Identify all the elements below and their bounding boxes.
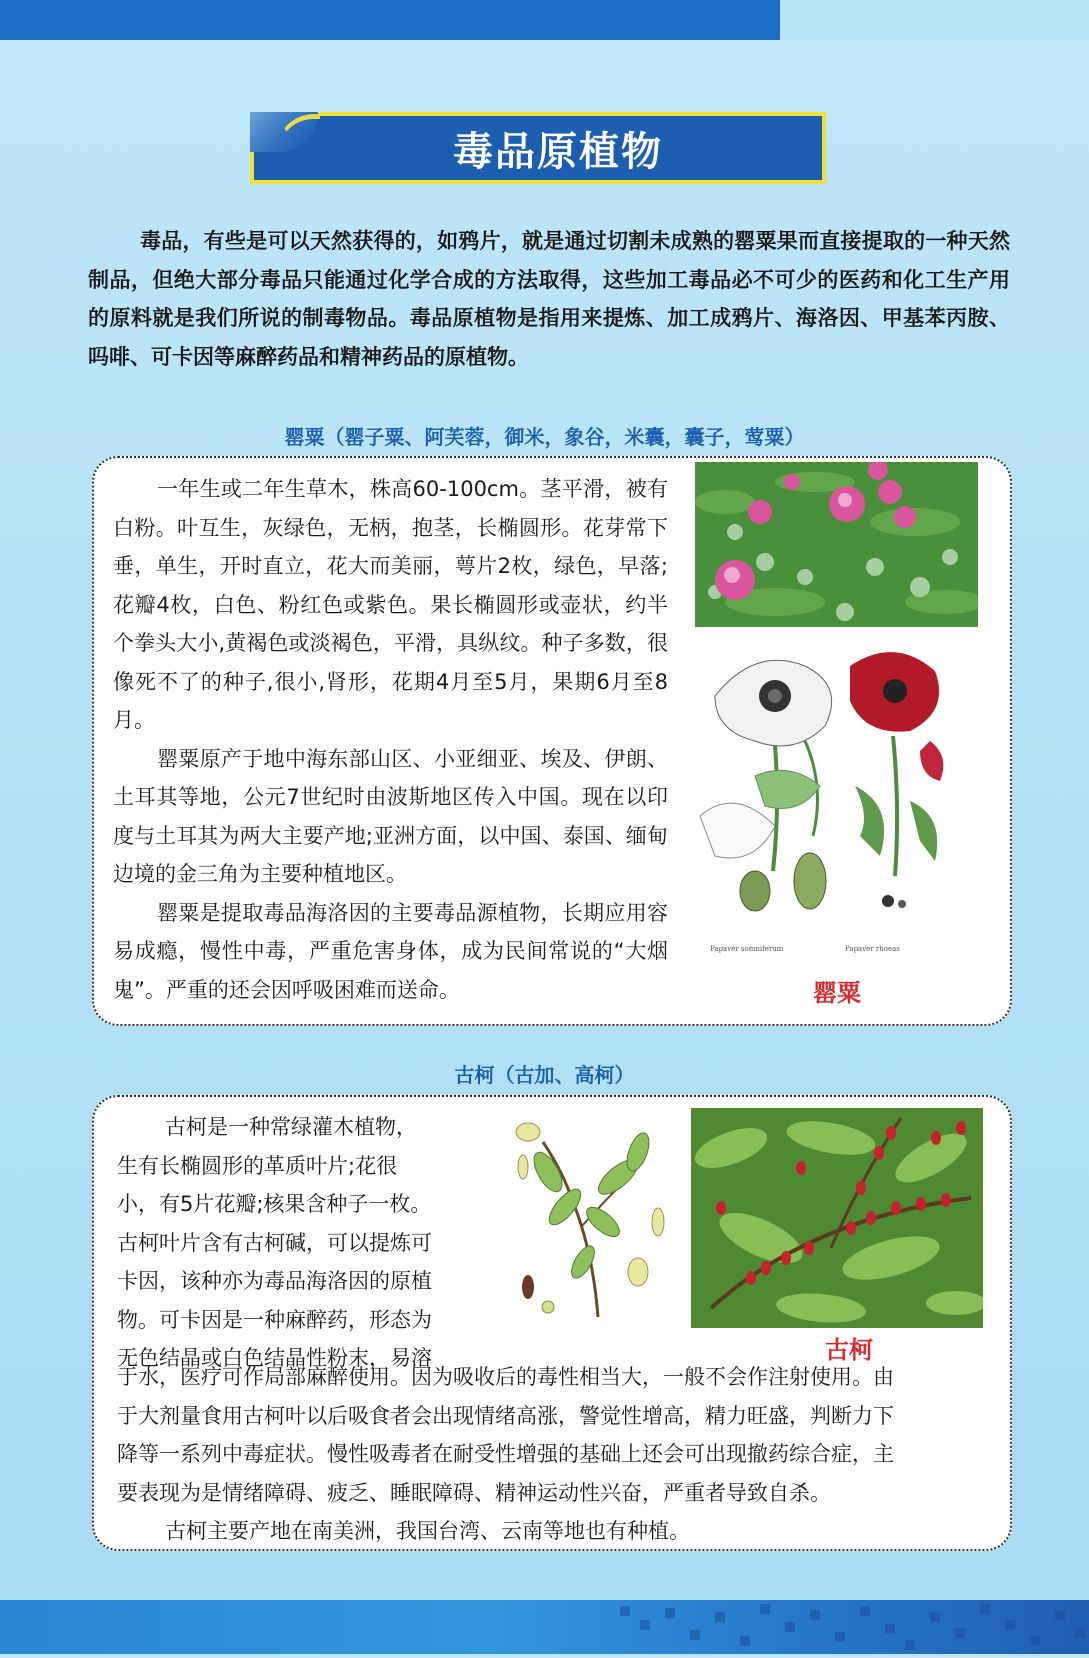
- coca-line: 于水，医疗可作局部麻醉使用。因为吸收后的毒性相当大，一般不会作注射使用。由: [117, 1365, 894, 1389]
- page-title: 毒品原植物: [453, 128, 663, 175]
- coca-text-bottom: [117, 1358, 995, 1551]
- svg-text:Papaver rhoeas: Papaver rhoeas: [845, 945, 900, 953]
- coca-line: 于大剂量食用古柯叶以后吸食者会出现情绪高涨，警觉性增高，精力旺盛，判断力下: [117, 1403, 894, 1428]
- coca-line: 生有长椭圆形的革质叶片;花很: [117, 1153, 398, 1178]
- coca-botanical-illustration: [503, 1112, 673, 1322]
- poppy-paragraph: 一年生或二年生草木，株高60-100cm。茎平滑，被有白粉。叶互生，灰绿色，无柄，抱茎，长椭圆形。花芽常下垂，单生，开时直立，花大而美丽，萼片2枚，绿色，早落;花瓣4枚，白色、粉红色或紫色。果长椭圆形或壶状，约半个拳头大小,黄褐色或淡褐色，平滑，具纵纹。种子多数，很像死不了的种子,很小,肾形，花期4月至5月，果期6月至8月。: [113, 477, 668, 732]
- coca-line: 降等一系列中毒症状。慢性吸毒者在耐受性增强的基础上还会可出现撤药综合症，主: [117, 1442, 894, 1466]
- coca-line: 古柯主要产地在南美洲，我国台湾、云南等地也有种植。: [165, 1519, 690, 1543]
- svg-text:Papaver somniferum: Papaver somniferum: [710, 945, 784, 953]
- coca-caption: 古柯: [825, 1336, 873, 1364]
- coca-line: 古柯叶片含有古柯碱，可以提炼可: [117, 1230, 432, 1255]
- coca-heading: 古柯（古加、高柯）: [454, 1063, 635, 1087]
- poppy-field-photo: [695, 462, 978, 627]
- coca-text-top: [117, 1108, 477, 1378]
- coca-line: 无色结晶或白色结晶性粉末，易溶: [117, 1346, 432, 1370]
- poppy-botanical-illustration: [695, 636, 978, 961]
- poppy-paragraph: 罂粟原产于地中海东部山区、小亚细亚、埃及、伊朗、土耳其等地，公元7世纪时由波斯地区传入中国。现在以印度与土耳其为两大主要产地;亚洲方面，以中国、泰国、缅甸边境的金三角为主要种植地区。: [113, 746, 668, 886]
- intro-paragraph: 毒品，有些是可以天然获得的，如鸦片，就是通过切割未成熟的罂粟果而直接提取的一种天然制品，但绝大部分毒品只能通过化学合成的方法取得，这些加工毒品必不可少的医药和化工生产用的原料就是我们所说的制毒物品。毒品原植物是指用来提炼、加工成鸦片、海洛因、甲基苯丙胺、吗啡、可卡因等麻醉药品和精神药品的原植物。: [88, 229, 1010, 369]
- coca-line: 要表现为是情绪障碍、疲乏、睡眠障碍、精神运动性兴奋，严重者导致自杀。: [117, 1480, 831, 1505]
- coca-plant-photo: [691, 1108, 983, 1328]
- page-title-box: [250, 112, 826, 184]
- coca-line: 古柯是一种常绿灌木植物，: [165, 1115, 417, 1139]
- poppy-heading: 罂粟（罂子粟、阿芙蓉，御米，象谷，米囊，囊子，莺粟）: [284, 425, 805, 449]
- coca-line: 卡因，该种亦为毒品海洛因的原植: [117, 1269, 432, 1293]
- poppy-text: [113, 470, 668, 1009]
- top-decor-light: [780, 0, 1089, 40]
- top-decor-band: [0, 0, 795, 40]
- coca-line: 物。可卡因是一种麻醉药，形态为: [117, 1307, 432, 1332]
- poppy-caption: 罂粟: [813, 979, 861, 1007]
- coca-line: 小，有5片花瓣;核果含种子一枚。: [117, 1192, 432, 1216]
- bottom-decor-band: [0, 1600, 1089, 1654]
- poppy-paragraph: 罂粟是提取毒品海洛因的主要毒品源植物，长期应用容易成瘾，慢性中毒，严重危害身体，成为民间常说的“大烟鬼”。严重的还会因呼吸困难而送命。: [113, 900, 668, 1002]
